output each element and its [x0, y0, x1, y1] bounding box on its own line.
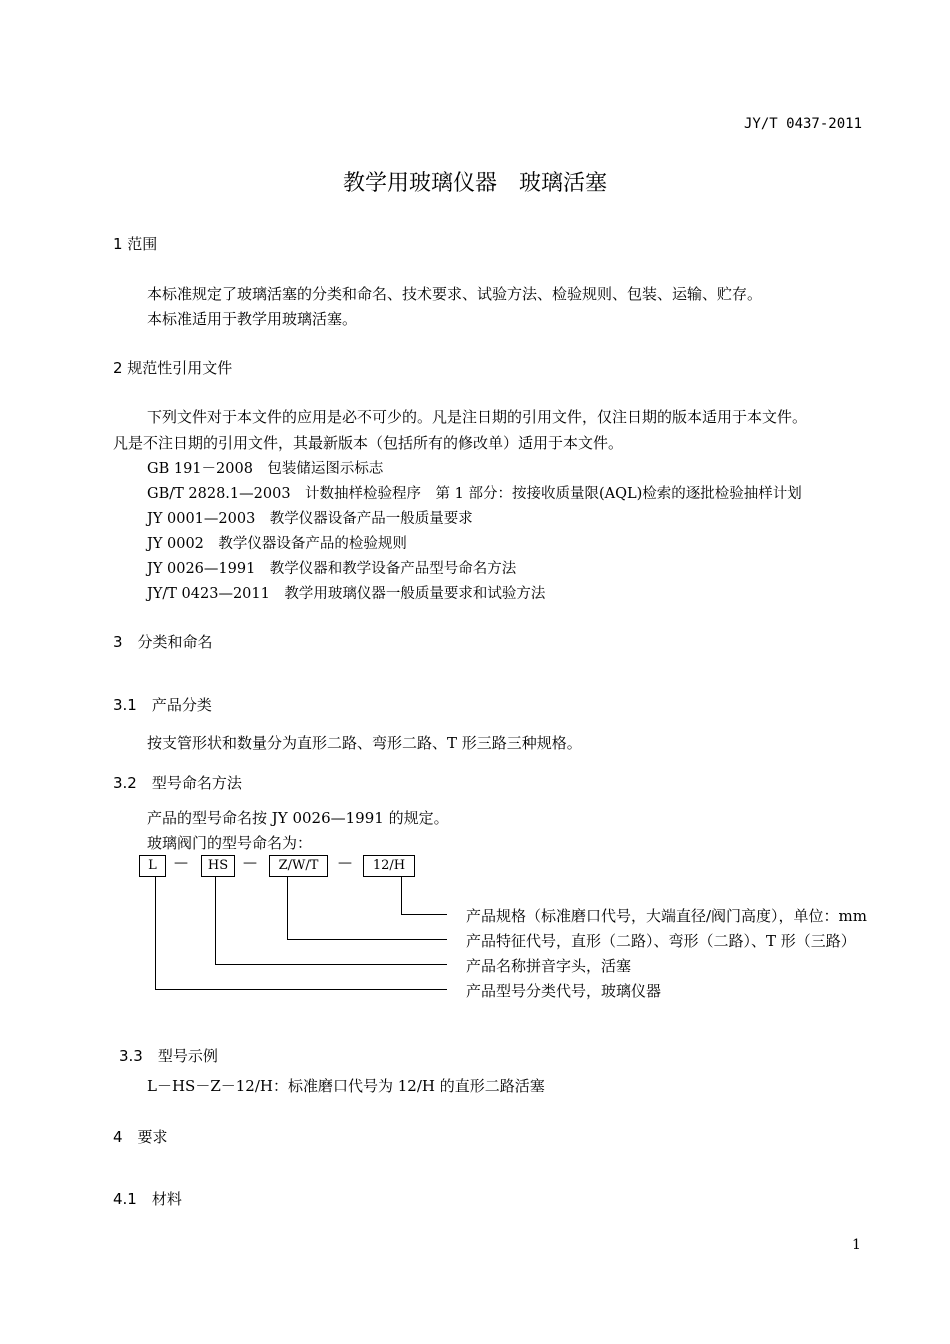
- section-3-2-paragraph-2: 玻璃阀门的型号命名为：: [147, 834, 313, 852]
- connector-feature-vertical: [287, 877, 288, 940]
- reference-item: GB 191－2008 包装储运图示标志: [147, 461, 384, 477]
- connector-category-vertical: [155, 877, 156, 990]
- section-2-heading: 2 规范性引用文件: [113, 359, 233, 377]
- connector-name-horizontal: [215, 964, 447, 965]
- section-1-paragraph-1: 本标准规定了玻璃活塞的分类和命名、技术要求、试验方法、检验规则、包装、运输、贮存。: [147, 285, 763, 303]
- code-separator: —: [174, 855, 188, 871]
- code-box-specification: 12/H: [363, 855, 415, 877]
- reference-item: JY 0002 教学仪器设备产品的检验规则: [147, 536, 407, 552]
- section-3-1-heading: 3.1 产品分类: [113, 696, 212, 714]
- code-separator: —: [243, 855, 257, 871]
- description-feature: 产品特征代号，直形（二路）、弯形（二路）、T 形（三路）: [466, 932, 856, 950]
- section-1-paragraph-2: 本标准适用于教学用玻璃活塞。: [147, 310, 358, 328]
- code-box-name: HS: [201, 855, 235, 877]
- connector-name-vertical: [215, 877, 216, 965]
- document-title: 教学用玻璃仪器 玻璃活塞: [342, 171, 607, 196]
- section-3-1-text: 按支管形状和数量分为直形二路、弯形二路、T 形三路三种规格。: [147, 734, 582, 752]
- reference-item: JY 0001—2003 教学仪器设备产品一般质量要求: [147, 511, 473, 527]
- connector-category-horizontal: [155, 989, 447, 990]
- code-separator: —: [338, 855, 352, 871]
- connector-feature-horizontal: [287, 939, 447, 940]
- section-2-intro-line-2: 凡是不注日期的引用文件，其最新版本（包括所有的修改单）适用于本文件。: [113, 434, 624, 452]
- reference-item: JY 0026—1991 教学仪器和教学设备产品型号命名方法: [147, 561, 517, 577]
- section-3-2-paragraph-1: 产品的型号命名按 JY 0026—1991 的规定。: [147, 809, 449, 827]
- section-3-2-heading: 3.2 型号命名方法: [113, 774, 242, 792]
- section-4-1-heading: 4.1 材料: [113, 1190, 182, 1208]
- code-box-category: L: [139, 855, 166, 877]
- standard-number: JY/T 0437-2011: [744, 116, 863, 132]
- reference-item: JY/T 0423—2011 教学用玻璃仪器一般质量要求和试验方法: [147, 586, 546, 602]
- code-box-feature: Z/W/T: [269, 855, 328, 877]
- section-2-intro-line-1: 下列文件对于本文件的应用是必不可少的。凡是注日期的引用文件，仅注日期的版本适用于本文件。: [147, 408, 808, 426]
- connector-spec-horizontal: [401, 914, 447, 915]
- connector-spec-vertical: [401, 877, 402, 915]
- description-name: 产品名称拼音字头，活塞: [466, 957, 632, 975]
- section-3-3-heading: 3.3 型号示例: [119, 1047, 218, 1065]
- description-specification: 产品规格（标准磨口代号，大端直径/阀门高度），单位：mm: [466, 907, 868, 925]
- description-category: 产品型号分类代号，玻璃仪器: [466, 982, 662, 1000]
- section-4-heading: 4 要求: [113, 1128, 168, 1146]
- reference-item: GB/T 2828.1—2003 计数抽样检验程序 第 1 部分：按接收质量限(AQL)检索的逐批检验抽样计划: [147, 486, 802, 502]
- page-number: 1: [852, 1237, 861, 1253]
- section-3-3-text: L－HS－Z－12/H：标准磨口代号为 12/H 的直形二路活塞: [147, 1077, 545, 1095]
- section-1-heading: 1 范围: [113, 235, 158, 253]
- section-3-heading: 3 分类和命名: [113, 633, 213, 651]
